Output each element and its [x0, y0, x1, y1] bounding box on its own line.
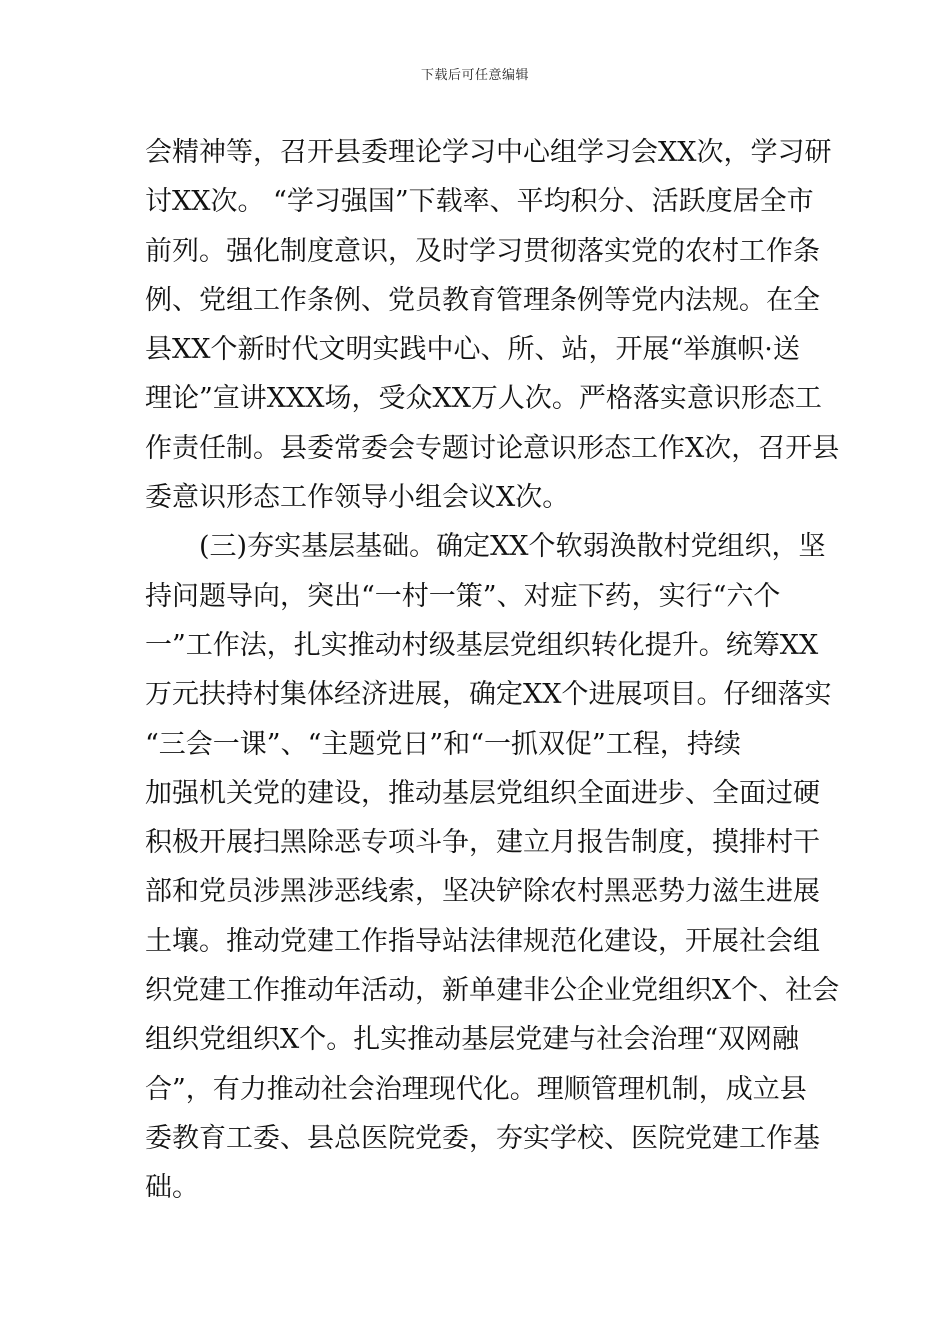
text-line: 织党建工作推动年活动，新单建非公企业党组织X个、社会 [145, 975, 840, 1007]
text-line: 前列。强化制度意识，及时学习贯彻落实党的农村工作条 [145, 235, 820, 267]
text-line: 土壤。推动党建工作指导站法律规范化建设，开展社会组 [145, 925, 820, 957]
page-header: 下载后可任意编辑 [420, 68, 529, 83]
text-line: 万元扶持村集体经济进展，确定XX个进展项目。仔细落实 [145, 679, 832, 711]
text-line: 部和党员涉黑涉恶线索，坚决铲除农村黑恶势力滋生进展 [145, 876, 820, 908]
text-line: 作责任制。县委常委会专题讨论意识形态工作X次，召开县 [145, 432, 840, 464]
text-line: 积极开展扫黑除恶专项斗争，建立月报告制度，摸排村干 [145, 827, 820, 859]
paragraph-2 [145, 522, 840, 1212]
text-line: 县XX个新时代文明实践中心、所、站，开展“举旗帜·送 [145, 334, 800, 366]
text-line: “三会一课”、“主题党日”和“一抓双促”工程，持续 [145, 728, 741, 760]
text-line: 委教育工委、县总医院党委，夯实学校、医院党建工作基 [145, 1122, 820, 1154]
text-line: 加强机关党的建设，推动基层党组织全面进步、全面过硬 [145, 777, 820, 809]
text-line: 委意识形态工作领导小组会议X次。 [145, 482, 570, 514]
text-line: 例、党组工作条例、党员教育管理条例等党内法规。在全 [145, 284, 820, 316]
text-line: 会精神等，召开县委理论学习中心组学习会XX次，学习研 [145, 137, 832, 168]
text-line: 合”，有力推动社会治理现代化。理顺管理机制，成立县 [145, 1073, 807, 1105]
text-line: 持问题导向，突出“一村一策”、对症下药，实行“六个 [145, 580, 781, 612]
paragraph-1 [145, 128, 840, 522]
text-line: 础。 [145, 1172, 199, 1204]
text-line: 理论”宣讲XXX场，受众XX万人次。严格落实意识形态工 [145, 383, 822, 415]
text-line: 讨XX次。 “学习强国”下载率、平均积分、活跃度居全市 [145, 186, 814, 218]
text-line: (三)夯实基层基础。确定XX个软弱涣散村党组织，坚 [199, 531, 826, 563]
text-line: 一”工作法，扎实推动村级基层党组织转化提升。统筹XX [145, 629, 819, 661]
text-line: 组织党组织X个。扎实推动基层党建与社会治理“双网融 [145, 1024, 800, 1056]
document-body [145, 128, 840, 1213]
